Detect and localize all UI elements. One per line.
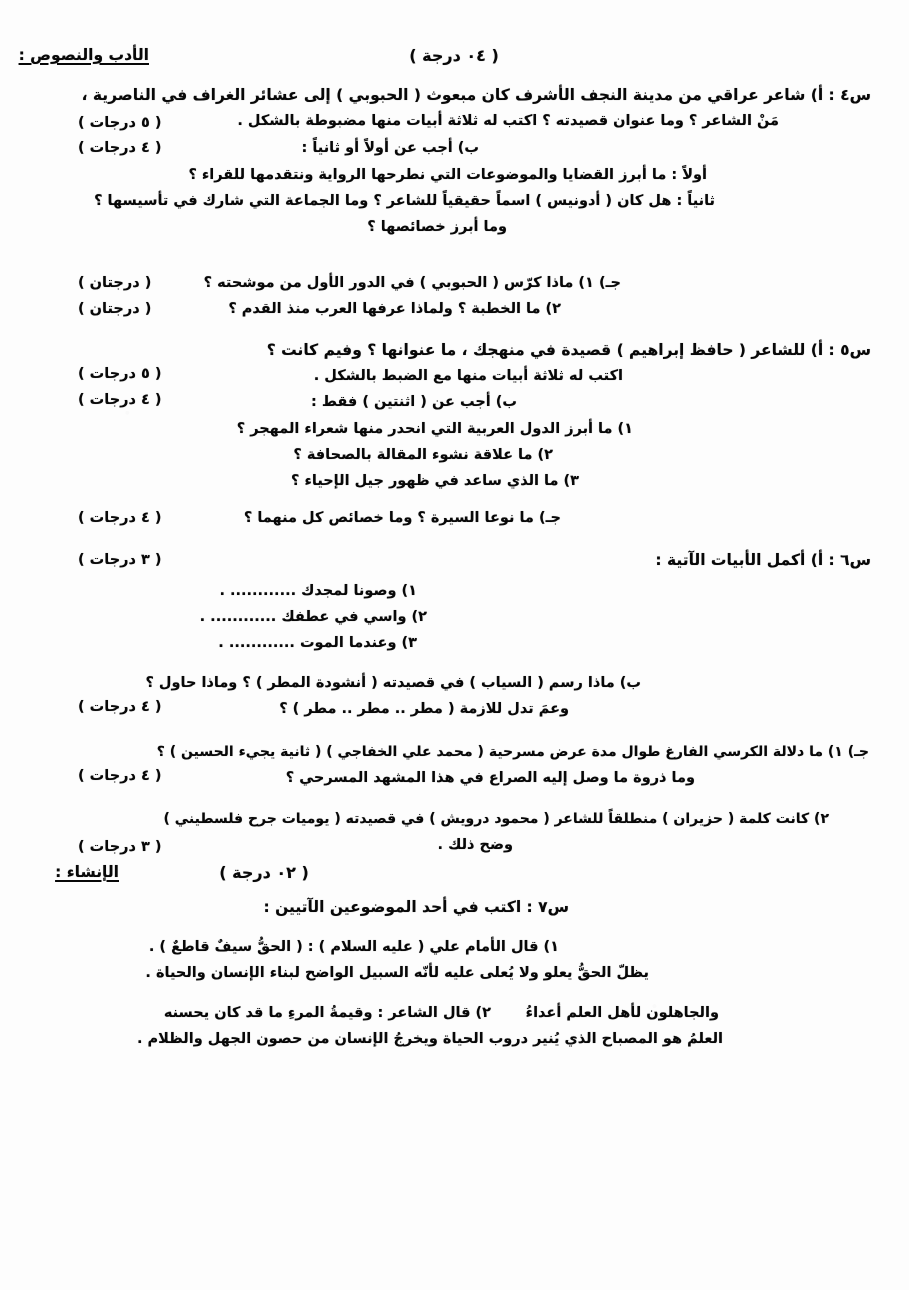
section-title-composition: الإنشاء : (55, 863, 119, 881)
score-q6-c1: ( ٤ درجات ) (78, 768, 162, 784)
question-7-topic-2-second-hemistich: والجاهلون لأهل العلم أعداءُ (525, 1005, 719, 1021)
score-q4-b: ( ٤ درجات ) (78, 140, 162, 156)
question-5-part-c: جـ) ما نوعا السيرة ؟ وما خصائص كل منهما ؟ (243, 510, 561, 526)
score-q5-b: ( ٤ درجات ) (78, 392, 162, 408)
section-marks-composition: ( ٢٠ درجة ) (219, 863, 309, 882)
question-7-topic-2-lead: ٢) قال الشاعر : وقيمةُ المرءِ ما قد كان يحسنه (163, 1005, 491, 1021)
question-5-b3: ٣) ما الذي ساعد في ظهور جيل الإحياء ؟ (291, 473, 579, 489)
score-q6-b: ( ٤ درجات ) (78, 699, 162, 715)
question-4-head-cont: مَنْ الشاعر ؟ وما عنوان قصيدته ؟ اكتب له ثلاثة أبيات منها مضبوطة بالشكل . (237, 113, 779, 129)
question-4-head: س٤ : أ) شاعر عراقي من مدينة النجف الأشرف كان مبعوث ( الحبوبي ) إلى عشائر الغراف في الناصرية ، (81, 86, 871, 104)
question-5-b1: ١) ما أبرز الدول العربية التي انحدر منها شعراء المهجر ؟ (236, 421, 633, 437)
question-4-part-c2: ٢) ما الخطبة ؟ ولماذا عرفها العرب منذ القدم ؟ (228, 301, 561, 317)
question-4-part-c1: جـ) ١) ماذا كرّس ( الحبوبي ) في الدور الأول من موشحته ؟ (203, 275, 621, 291)
question-4-second: ثانياً : هل كان ( أدونيس ) اسماً حقيقياً للشاعر ؟ وما الجماعة التي شارك في تأسيسها ؟ (94, 193, 715, 209)
section-title-literature: الأدب والنصوص : (18, 46, 149, 64)
score-q4-a: ( ٥ درجات ) (78, 115, 162, 131)
question-7-topic-2-cont: العلمُ هو المصباح الذي يُنير دروب الحياة ويخرجُ الإنسان من حصون الجهل والظلام . (136, 1031, 723, 1047)
score-q6-a: ( ٣ درجات ) (78, 552, 162, 568)
question-5-head: س٥ : أ) للشاعر ( حافظ إبراهيم ) قصيدة في منهجك ، ما عنوانها ؟ وفيم كانت ؟ (266, 341, 871, 359)
question-7-topic-1: ١) قال الأمام علي ( عليه السلام ) : ( الحقُّ سيفٌ قاطعٌ ) . (148, 939, 559, 955)
score-q5-c: ( ٤ درجات ) (78, 510, 162, 526)
score-q4-c2: ( درجتان ) (78, 301, 152, 317)
question-6-part-c2-cont: وضح ذلك . (437, 837, 513, 853)
question-5-part-b: ب) أجب عن ( اثنتين ) فقط : (311, 394, 517, 410)
question-6-part-c1-cont: وما ذروة ما وصل إليه الصراع في هذا المشهد المسرحي ؟ (285, 770, 695, 786)
question-5-head-cont: اكتب له ثلاثة أبيات منها مع الضبط بالشكل . (313, 368, 623, 384)
score-q5-a: ( ٥ درجات ) (78, 366, 162, 382)
score-q6-c2: ( ٣ درجات ) (78, 839, 162, 855)
score-q4-c1: ( درجتان ) (78, 275, 152, 291)
question-6-part-c2: ٢) كانت كلمة ( حزيران ) منطلقاً للشاعر ( محمود درويش ) في قصيدته ( يوميات جرح فلسطيني ) (163, 811, 829, 827)
section-marks-literature: ( ٤٠ درجة ) (409, 46, 499, 65)
question-7-topic-1-cont: يظلّ الحقُّ يعلو ولا يُعلى عليه لأنّه السبيل الواضح لبناء الإنسان والحياة . (145, 965, 649, 981)
question-6-a3: ٣) وعندما الموت ............ . (218, 635, 417, 651)
question-4-first: أولاً : ما أبرز القضايا والموضوعات التي نطرحها الرواية ونتقدمها للقراء ؟ (188, 167, 707, 183)
question-7-head: س٧ : اكتب في أحد الموضوعين الآتيين : (263, 898, 569, 916)
question-4-second-cont: وما أبرز خصائصها ؟ (367, 219, 507, 235)
question-6-part-c1: جـ) ١) ما دلالة الكرسي الفارغ طوال مدة عرض مسرحية ( محمد علي الخفاجي ) ( ثانية يجيء الحسين ) ؟ (156, 744, 869, 760)
question-6-a2: ٢) واسي في عطفك ............ . (199, 609, 427, 625)
question-4-part-b: ب) أجب عن أولاً أو ثانياً : (301, 140, 479, 156)
question-6-part-b: ب) ماذا رسم ( السياب ) في قصيدته ( أنشودة المطر ) ؟ وماذا حاول ؟ (145, 675, 641, 691)
question-6-a1: ١) وصونا لمجدك ............ . (219, 583, 417, 599)
question-5-b2: ٢) ما علاقة نشوء المقالة بالصحافة ؟ (293, 447, 553, 463)
question-6-head: س٦ : أ) أكمل الأبيات الآتية : (655, 551, 871, 569)
question-6-part-b-cont: وعمَ تدل للازمة ( مطر .. مطر .. مطر ) ؟ (279, 701, 569, 717)
